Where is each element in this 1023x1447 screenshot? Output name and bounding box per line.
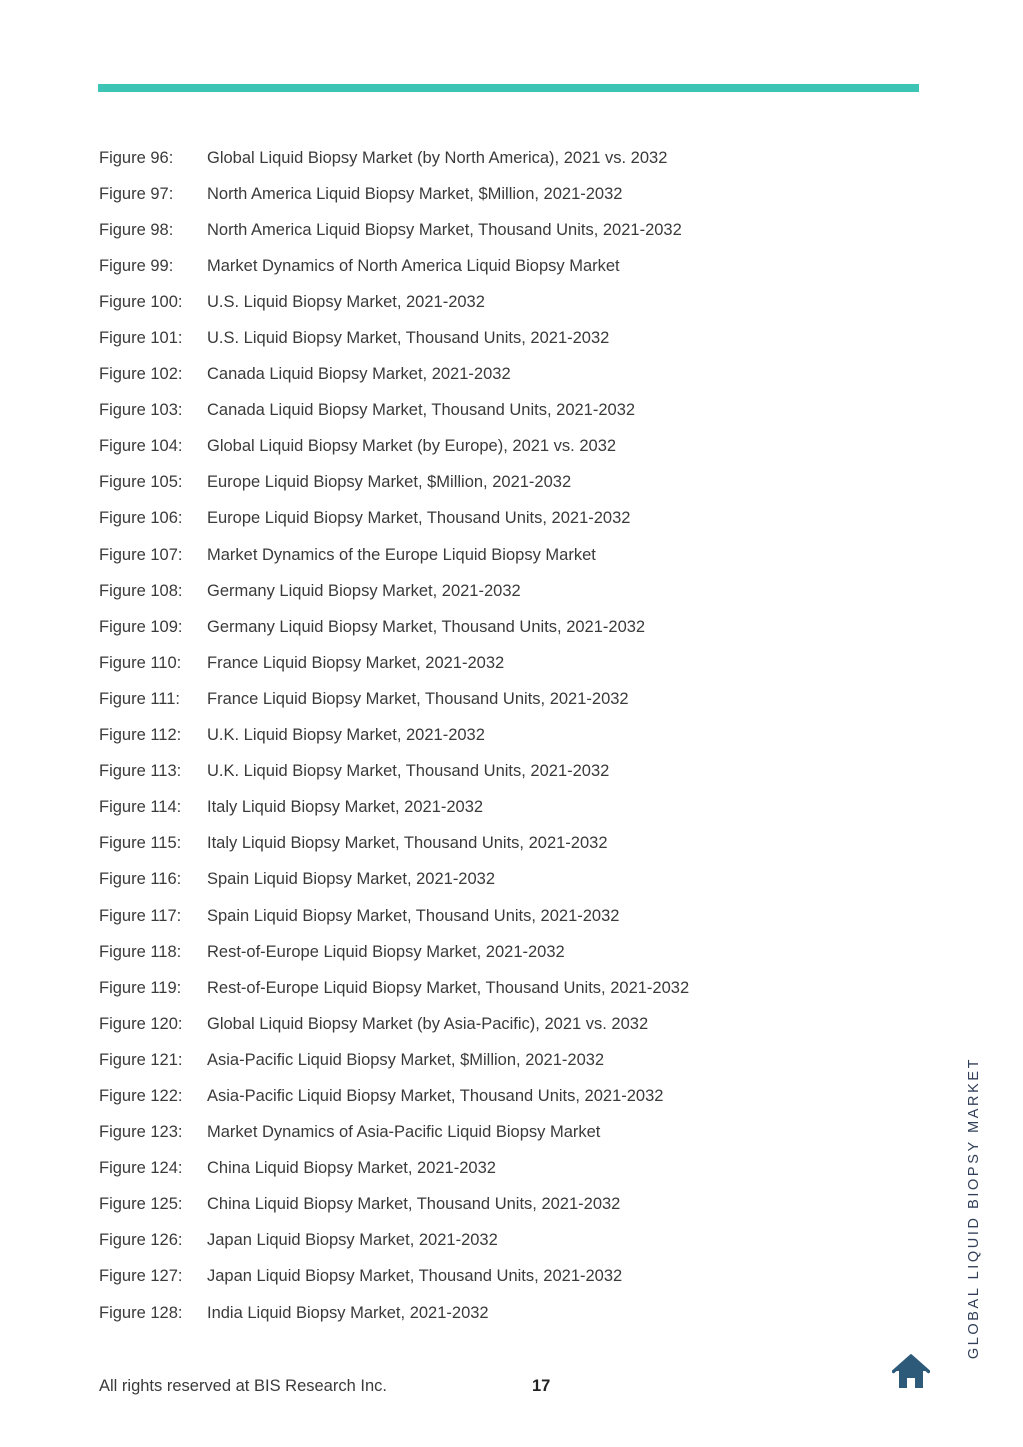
list-item[interactable] xyxy=(99,176,899,212)
figure-number: Figure 98: xyxy=(99,220,174,239)
figure-number: Figure 103: xyxy=(99,401,183,420)
list-item[interactable] xyxy=(99,140,899,176)
header-accent-rule xyxy=(98,84,919,92)
figure-number: Figure 125: xyxy=(99,1195,183,1214)
figure-title: Germany Liquid Biopsy Market, Thousand Units, 2021-2032 xyxy=(207,617,646,636)
figure-number: Figure 127: xyxy=(99,1267,183,1286)
figure-title: Asia-Pacific Liquid Biopsy Market, $Million, 2021-2032 xyxy=(207,1050,605,1069)
figure-number: Figure 120: xyxy=(99,1014,183,1033)
figure-title: France Liquid Biopsy Market, Thousand Units, 2021-2032 xyxy=(207,689,629,708)
figure-title: Canada Liquid Biopsy Market, 2021-2032 xyxy=(207,365,511,384)
list-item[interactable] xyxy=(99,1187,899,1223)
list-item[interactable] xyxy=(99,573,899,609)
figure-number: Figure 116: xyxy=(99,870,182,889)
list-item[interactable] xyxy=(99,1151,899,1187)
figure-number: Figure 106: xyxy=(99,509,183,528)
list-item[interactable] xyxy=(99,1223,899,1259)
figure-title: Japan Liquid Biopsy Market, Thousand Units, 2021-2032 xyxy=(207,1267,623,1286)
figure-title: Europe Liquid Biopsy Market, $Million, 2021-2032 xyxy=(207,473,572,492)
figure-title: Germany Liquid Biopsy Market, 2021-2032 xyxy=(207,581,521,600)
home-icon[interactable] xyxy=(892,1354,930,1390)
list-item[interactable] xyxy=(99,393,899,429)
list-item[interactable] xyxy=(99,826,899,862)
list-item[interactable] xyxy=(99,1295,899,1331)
figure-number: Figure 96: xyxy=(99,148,174,167)
list-item[interactable] xyxy=(99,465,899,501)
figure-title: Asia-Pacific Liquid Biopsy Market, Thousand Units, 2021-2032 xyxy=(207,1086,664,1105)
figure-title: Canada Liquid Biopsy Market, Thousand Units, 2021-2032 xyxy=(207,401,636,420)
list-item[interactable] xyxy=(99,1115,899,1151)
list-item[interactable] xyxy=(99,862,899,898)
list-item[interactable] xyxy=(99,284,899,320)
figure-title: Italy Liquid Biopsy Market, Thousand Units, 2021-2032 xyxy=(207,834,608,853)
figure-number: Figure 117: xyxy=(99,906,182,925)
figure-title: U.K. Liquid Biopsy Market, 2021-2032 xyxy=(207,726,485,745)
figure-number: Figure 105: xyxy=(99,473,183,492)
figure-title: Europe Liquid Biopsy Market, Thousand Units, 2021-2032 xyxy=(207,509,631,528)
list-item[interactable] xyxy=(99,609,899,645)
figure-number: Figure 97: xyxy=(99,184,174,203)
list-item[interactable] xyxy=(99,898,899,934)
figure-number: Figure 109: xyxy=(99,617,183,636)
figure-number: Figure 115: xyxy=(99,834,182,853)
list-item[interactable] xyxy=(99,681,899,717)
list-item[interactable] xyxy=(99,357,899,393)
figure-number: Figure 119: xyxy=(99,978,182,997)
list-item[interactable] xyxy=(99,501,899,537)
figure-number: Figure 111: xyxy=(99,689,181,708)
list-item[interactable] xyxy=(99,1006,899,1042)
figure-title: Global Liquid Biopsy Market (by Asia-Pacific), 2021 vs. 2032 xyxy=(207,1014,649,1033)
figure-number: Figure 126: xyxy=(99,1231,183,1250)
figure-title: China Liquid Biopsy Market, 2021-2032 xyxy=(207,1159,496,1178)
side-running-title: GLOBAL LIQUID BIOPSY MARKET xyxy=(966,1056,982,1360)
figure-title: Market Dynamics of North America Liquid Biopsy Market xyxy=(207,256,620,275)
figure-number: Figure 122: xyxy=(99,1086,183,1105)
figure-title: North America Liquid Biopsy Market, $Million, 2021-2032 xyxy=(207,184,623,203)
figure-title: Market Dynamics of Asia-Pacific Liquid Biopsy Market xyxy=(207,1123,601,1142)
list-item[interactable] xyxy=(99,212,899,248)
list-item[interactable] xyxy=(99,248,899,284)
list-item[interactable] xyxy=(99,718,899,754)
figure-number: Figure 101: xyxy=(99,329,183,348)
figure-title: Spain Liquid Biopsy Market, Thousand Units, 2021-2032 xyxy=(207,906,620,925)
figure-number: Figure 99: xyxy=(99,256,174,275)
figure-number: Figure 107: xyxy=(99,545,183,564)
list-item[interactable] xyxy=(99,934,899,970)
figure-number: Figure 104: xyxy=(99,437,183,456)
list-item[interactable] xyxy=(99,754,899,790)
list-item[interactable] xyxy=(99,1259,899,1295)
list-item[interactable] xyxy=(99,970,899,1006)
figure-title: North America Liquid Biopsy Market, Thousand Units, 2021-2032 xyxy=(207,220,682,239)
page-number: 17 xyxy=(532,1377,551,1395)
figure-title: France Liquid Biopsy Market, 2021-2032 xyxy=(207,653,505,672)
figure-title: Global Liquid Biopsy Market (by North America), 2021 vs. 2032 xyxy=(207,148,668,167)
figure-title: India Liquid Biopsy Market, 2021-2032 xyxy=(207,1303,489,1322)
figure-number: Figure 108: xyxy=(99,581,183,600)
figure-number: Figure 124: xyxy=(99,1159,183,1178)
figure-title: Spain Liquid Biopsy Market, 2021-2032 xyxy=(207,870,496,889)
figure-title: Italy Liquid Biopsy Market, 2021-2032 xyxy=(207,798,484,817)
figure-number: Figure 114: xyxy=(99,798,182,817)
figure-title: Japan Liquid Biopsy Market, 2021-2032 xyxy=(207,1231,498,1250)
list-of-figures xyxy=(99,140,899,1331)
list-item[interactable] xyxy=(99,1078,899,1114)
figure-number: Figure 123: xyxy=(99,1123,183,1142)
figure-title: U.S. Liquid Biopsy Market, Thousand Units, 2021-2032 xyxy=(207,329,610,348)
figure-title: China Liquid Biopsy Market, Thousand Units, 2021-2032 xyxy=(207,1195,621,1214)
list-item[interactable] xyxy=(99,537,899,573)
figure-title: Rest-of-Europe Liquid Biopsy Market, 2021-2032 xyxy=(207,942,565,961)
figure-number: Figure 128: xyxy=(99,1303,183,1322)
figure-number: Figure 102: xyxy=(99,365,183,384)
figure-number: Figure 100: xyxy=(99,292,183,311)
figure-title: U.K. Liquid Biopsy Market, Thousand Units, 2021-2032 xyxy=(207,762,610,781)
list-item[interactable] xyxy=(99,429,899,465)
figure-number: Figure 118: xyxy=(99,942,182,961)
figure-number: Figure 121: xyxy=(99,1050,183,1069)
figure-number: Figure 110: xyxy=(99,653,182,672)
list-item[interactable] xyxy=(99,320,899,356)
list-item[interactable] xyxy=(99,1042,899,1078)
figure-title: Rest-of-Europe Liquid Biopsy Market, Thousand Units, 2021-2032 xyxy=(207,978,690,997)
figure-number: Figure 113: xyxy=(99,762,182,781)
figure-title: Market Dynamics of the Europe Liquid Biopsy Market xyxy=(207,545,596,564)
figure-title: Global Liquid Biopsy Market (by Europe), 2021 vs. 2032 xyxy=(207,437,617,456)
figure-title: U.S. Liquid Biopsy Market, 2021-2032 xyxy=(207,292,485,311)
figure-number: Figure 112: xyxy=(99,726,182,745)
list-item[interactable] xyxy=(99,645,899,681)
list-item[interactable] xyxy=(99,790,899,826)
footer-copyright: All rights reserved at BIS Research Inc. xyxy=(99,1377,387,1395)
